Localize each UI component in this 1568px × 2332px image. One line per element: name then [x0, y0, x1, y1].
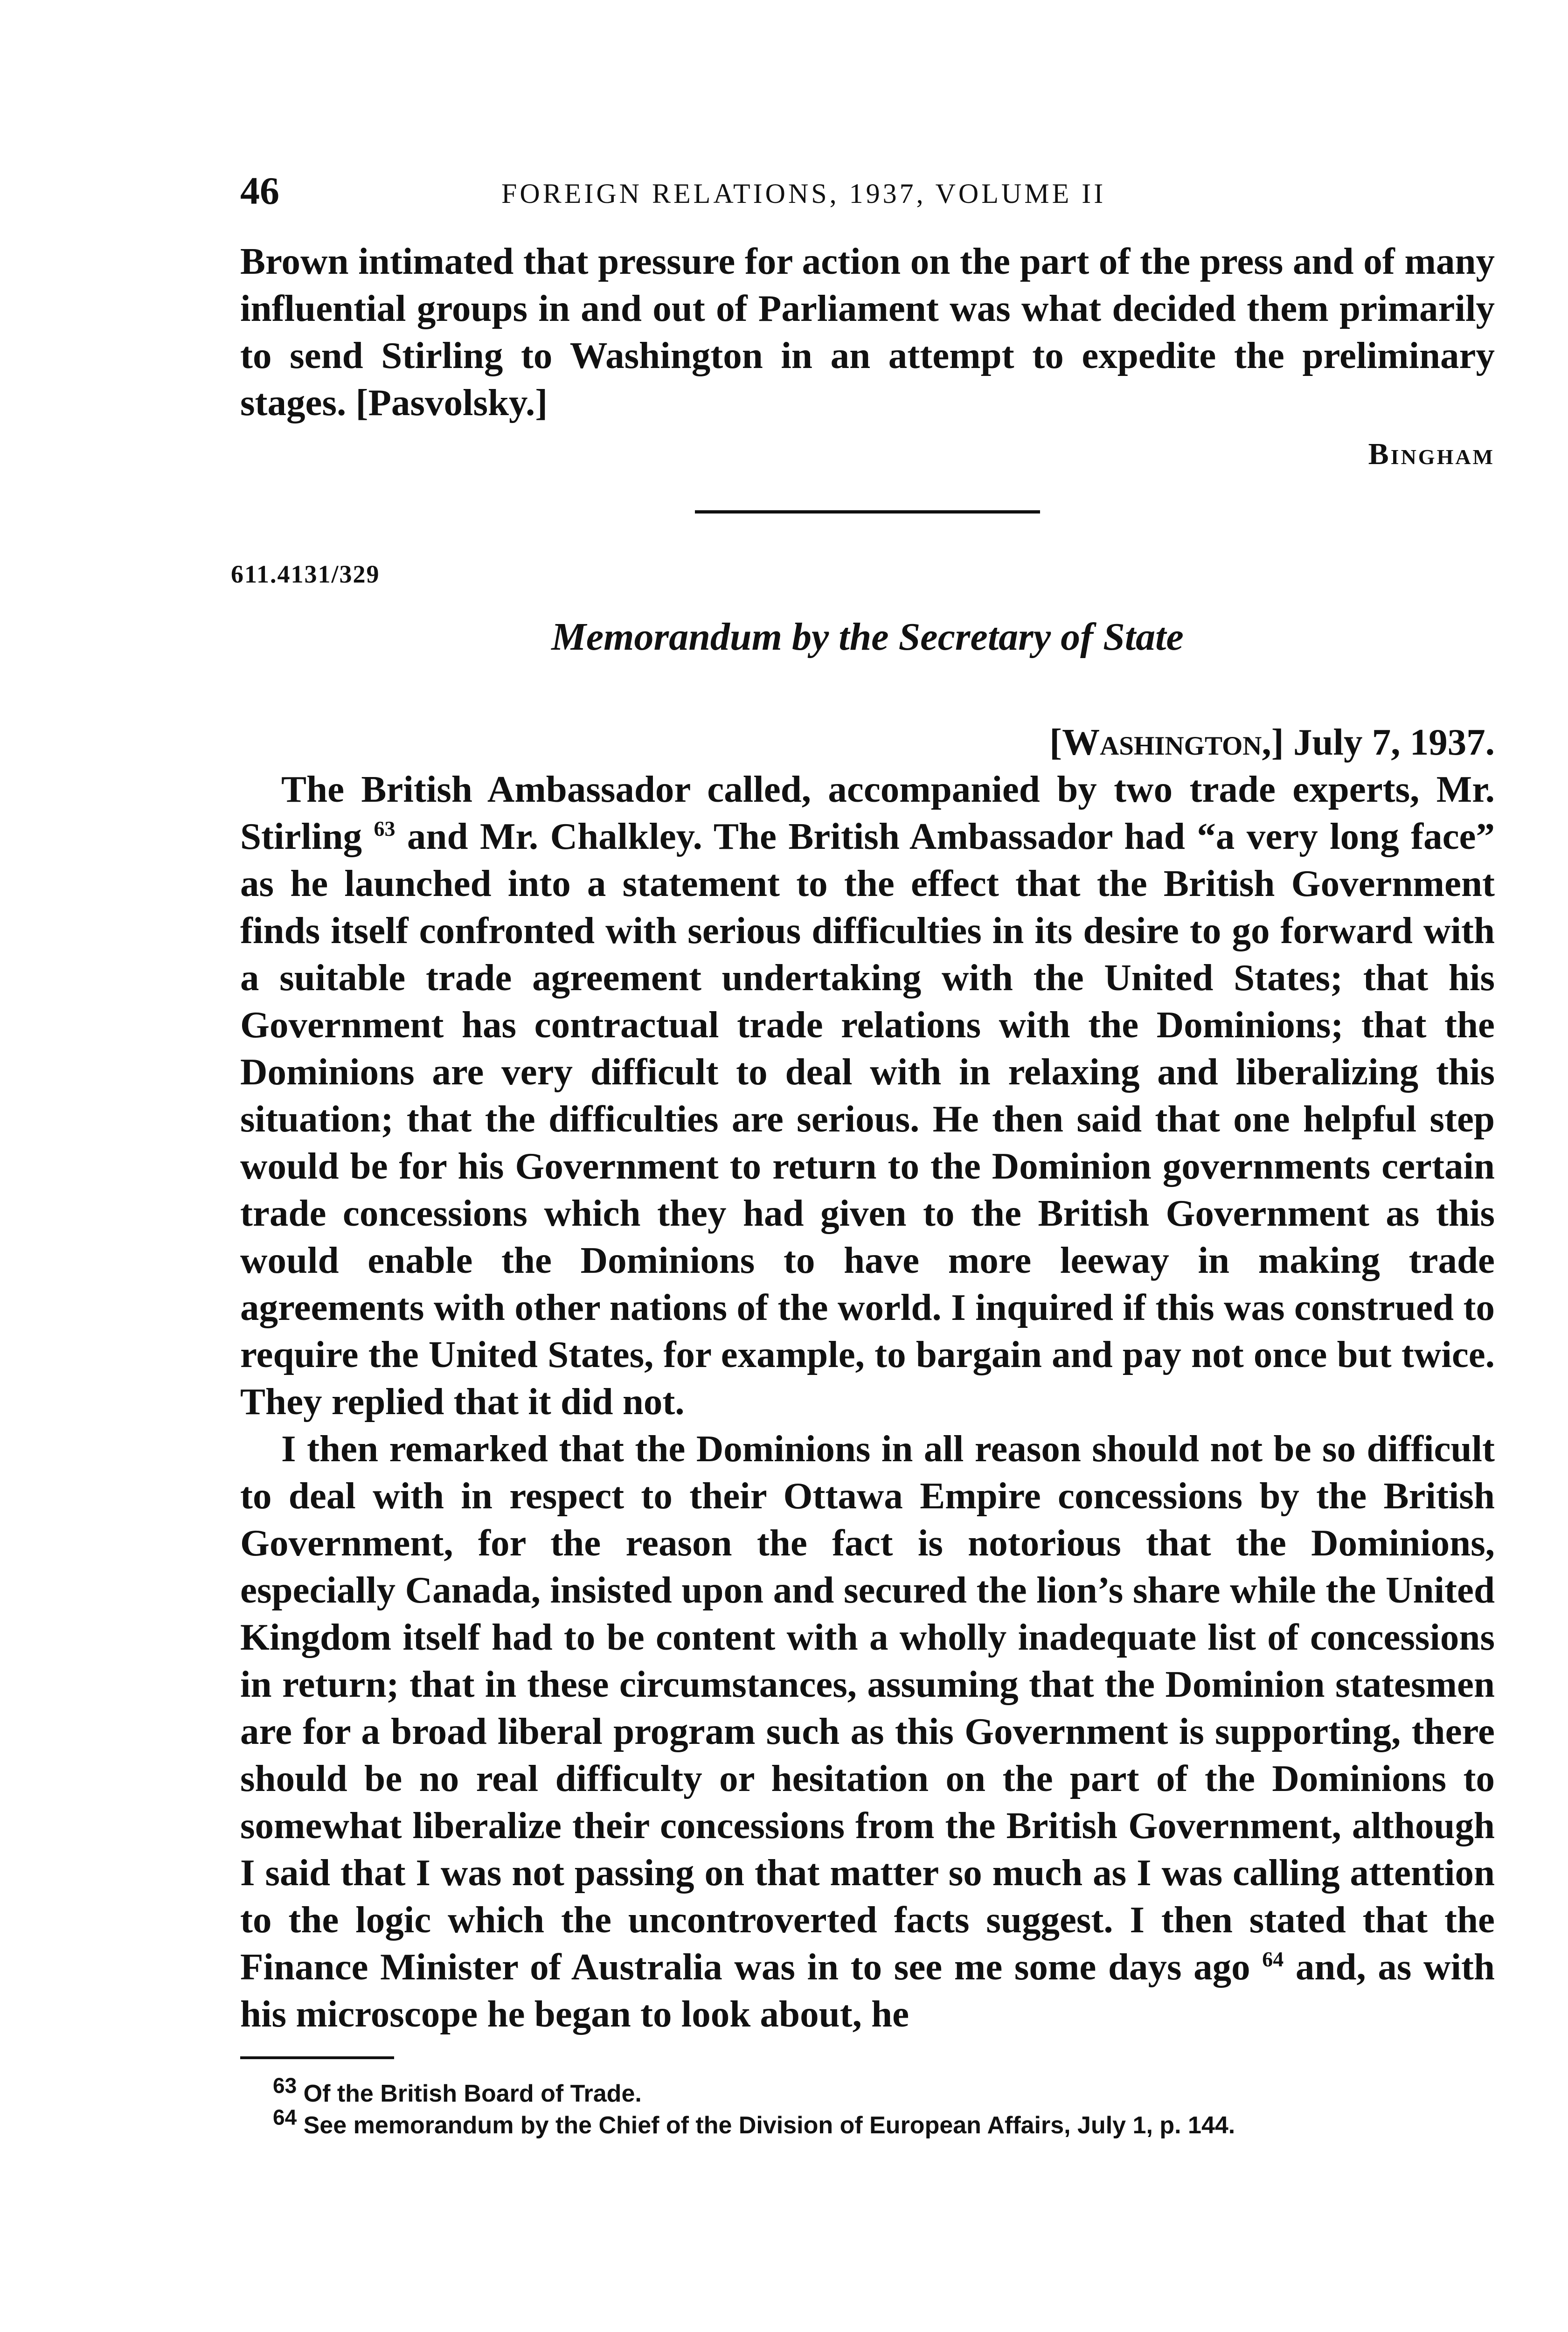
- footnotes: [240, 2073, 1495, 2141]
- signature: Bingham: [1368, 437, 1495, 471]
- footnote-rule: [240, 2056, 394, 2059]
- footnote-text: See memorandum by the Chief of the Division of European Affairs, July 1, p. 144.: [303, 2112, 1235, 2139]
- paragraph-1-text-b: and Mr. Chalkley. The British Ambassador had “a very long face” as he launched into a statement to the effect that the British Government finds itself confronted with serious difficulties in its desire to go forward with a suitable trade agreement undertaking with the United States; that his Government has contractual trade relations with the Dominions; that the Dominions are very difficult to deal with in relaxing and liberalizing this situation; that the difficulties are serious. He then said that one helpful step would be for his Government to return to the Dominion governments certain trade concessions which they had given to the British Government as this would enable the Dominions to have more leeway in making trade agreements with other nations of the world. I inquired if this was construed to require the United States, for example, to bargain and pay not once but twice. They replied that it did not.: [240, 815, 1495, 1423]
- date-place: [Washington,]: [1049, 721, 1284, 763]
- page: [231, 168, 1495, 2141]
- running-head: [240, 168, 1495, 238]
- footnote-mark: 63: [273, 2073, 297, 2098]
- dateline: [240, 719, 1495, 766]
- footnote-63: [240, 2073, 1495, 2110]
- running-title: FOREIGN RELATIONS, 1937, VOLUME II: [501, 178, 1106, 209]
- page-number: 46: [240, 169, 279, 213]
- footnote-text: Of the British Board of Trade.: [303, 2080, 642, 2107]
- footnote-ref-64: 64: [1262, 1947, 1284, 1971]
- footnote-mark: 64: [273, 2105, 297, 2130]
- document-title: Memorandum by the Secretary of State: [551, 615, 1184, 659]
- paragraph-1-text-a: The British Ambassador called, accompanied by two trade experts, Mr. Stirling: [240, 768, 1495, 857]
- paragraph-2-text-a: I then remarked that the Dominions in all reason should not be so difficult to deal with in respect to their Ottawa Empire concessions by the British Government, for the reason the fact is notorious that the Dominions, especially Canada, insisted upon and secured the lion’s share while the United Kingdom itself had to be content with a wholly inadequate list of concessions in return; that in these circumstances, assuming that the Dominion statesmen are for a broad liberal program such as this Government is supporting, there should be no real difficulty or hesitation on the part of the Dominions to somewhat liberalize their concessions from the British Government, although I said that I was not passing on that matter so much as I was calling attention to the logic which the uncontroverted facts suggest. I then stated that the Finance Minister of Australia was in to see me some days ago: [240, 1428, 1495, 1988]
- section-divider: [695, 510, 1040, 514]
- body-paragraph-2: [240, 1425, 1495, 2038]
- file-number: 611.4131/329: [231, 560, 380, 588]
- footnote-ref-63: 63: [374, 817, 395, 840]
- continuation-paragraph: Brown intimated that pressure for action on the part of the press and of many influential groups in and out of Parliament was what decided them primarily to send Stirling to Washington in an attempt to expedite the preliminary stages. [Pasvolsky.]: [240, 240, 1495, 423]
- body-paragraph-1: [240, 766, 1495, 1425]
- footnote-64: [240, 2105, 1495, 2141]
- date: July 7, 1937.: [1293, 721, 1495, 763]
- paragraph-2-text-b: and, as with his microscope he began to look about, he: [240, 1946, 1495, 2035]
